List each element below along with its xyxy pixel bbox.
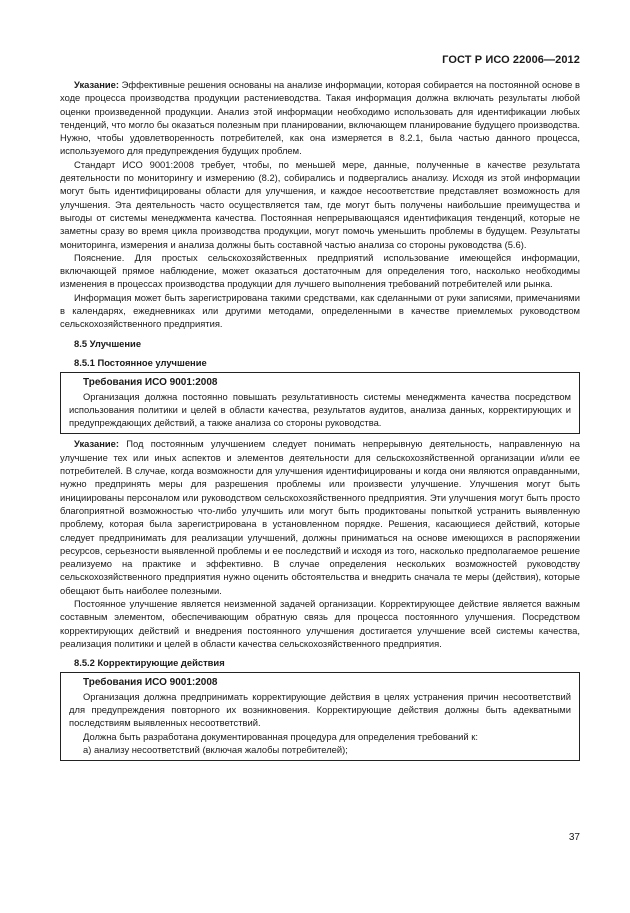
page-content — [60, 78, 580, 761]
requirements-box-title: Требования ИСО 9001:2008 — [83, 677, 218, 689]
section-8-5-2-heading: 8.5.2 Корректирующие действия — [74, 657, 225, 669]
requirements-box-8-5-2 — [60, 672, 580, 761]
requirements-box-title: Требования ИСО 9001:2008 — [83, 377, 218, 389]
requirements-box-8-5-1 — [60, 372, 580, 434]
requirements-box-paragraph-2: Должна быть разработана документированная процедура для определения требований к: — [83, 730, 478, 742]
requirements-box-paragraph-1: Организация должна предпринимать корректирующие действия в целях устранения причин несоответствий для предупреждения повторного их возникновения. Корректирующие действия должны быть адекватными последствиям выявленных несоответствий. — [69, 690, 571, 729]
note-label: Указание: — [74, 79, 120, 90]
requirements-box-paragraph-3: а) анализу несоответствий (включая жалобы потребителей); — [83, 743, 348, 755]
requirements-box-text: Организация должна постоянно повышать результативность системы менеджмента качества посредством использования политики и целей в области качества, результатов аудитов, анализа данных, корректирующих и предупреждающих действий, а также анализа со стороны руководства. — [69, 390, 571, 429]
note-text: Эффективные решения основаны на анализе информации, которая собирается на постоянной основе в ходе процесса производства продукции растениеводства. Такая информация должна включать результаты любой оценки произведенной продукции. Анализ этой информации необходимо использовать для идентификации любых тенденций, что могло бы оказаться полезным при планировании, включающем планирование будущего производства. Нужно, чтобы удовлетворенность потребителей, как она измеряется в 8.2.1, была частью данного процесса, используемого для предупреждения будущих проблем. — [60, 79, 580, 157]
page-number: 37 — [568, 832, 580, 843]
section-8-5-1-note-paragraph — [60, 437, 580, 597]
section-8-5-1-heading: 8.5.1 Постоянное улучшение — [74, 356, 207, 368]
note-text: Под постоянным улучшением следует понимать непрерывную деятельность, направленную на улучшение тех или иных аспектов и элементов деятельности для сельскохозяйственной организации и/или ее потребителей. В случае, когда возможности для улучшения идентифицированы и когда они являются оправданными, нужно предпринять меры для разрешения проблемы или произвести улучшение. Улучшения могут быть инициированы персоналом или руководством сельскохозяйственного предприятия. Эти улучшения могут быть просто благоприятной возможностью что-либо улучшить или могут быть продиктованы попыткой устранить выявленную проблему, которая была зарегистрирована в установленном порядке. Решения, касающиеся действий, которые следует предпринимать для реализации улучшений, должны приниматься на основе имеющихся в распоряжении ресурсов, серьезности выявленной проблемы и ее последствий и исходя из того, насколько предполагаемое решение реализуемо на практике и эффективно. В случае определения нескольких возможностей руководству сельскохозяйственного предприятия нужно оценить обстоятельства и внедрить сначала те меры (действия), которые обещают быть наиболее полезными. — [60, 438, 580, 596]
intro-paragraph-4: Информация может быть зарегистрирована такими средствами, как сделанными от руки записями, примечаниями в календарях, ежедневниках или другими методами, определенными в качестве приемлемых руководством сельскохозяйственного предприятия. — [60, 291, 580, 330]
section-8-5-1-paragraph-2: Постоянное улучшение является неизменной задачей организации. Корректирующее действие является важным составным элементом, обеспечивающим обратную связь для процесса постоянного улучшения. Посредством корректирующих действий и внедрения постоянного улучшения достигается улучшение всей системы качества, реализация политики и целей в области качества сельскохозяйственного предприятия. — [60, 597, 580, 649]
section-8-5-heading: 8.5 Улучшение — [74, 337, 142, 349]
intro-paragraph-3: Пояснение. Для простых сельскохозяйственных предприятий использование имеющейся информации, включающей прямое наблюдение, может оказаться достаточным для определения того, насколько необходимы изменения в процессах производства продукции для лучшего выполнения требований потребителей или рынка. — [60, 251, 580, 290]
intro-note-paragraph — [60, 78, 580, 158]
intro-paragraph-2: Стандарт ИСО 9001:2008 требует, чтобы, по меньшей мере, данные, полученные в качестве результата деятельности по мониторингу и измерению (8.2), собирались и подвергались анализу. Исходя из этой информации могут быть идентифицированы области для улучшения, и каждое несоответствие представляет возможность для улучшения. Эта деятельность часто осуществляется там, где могут быть получены наибольшие преимущества и выгоды от системы менеджмента качества. Постоянная непрерывающаяся идентификация тенденций, которые не заметны сразу во время цикла производства продукции, могут помочь уменьшить проблемы в будущем. Результаты мониторинга, измерения и анализа должны быть составной частью анализа со стороны руководства (5.6). — [60, 158, 580, 250]
note-label: Указание: — [74, 438, 120, 450]
document-header: ГОСТ Р ИСО 22006—2012 — [442, 54, 580, 66]
